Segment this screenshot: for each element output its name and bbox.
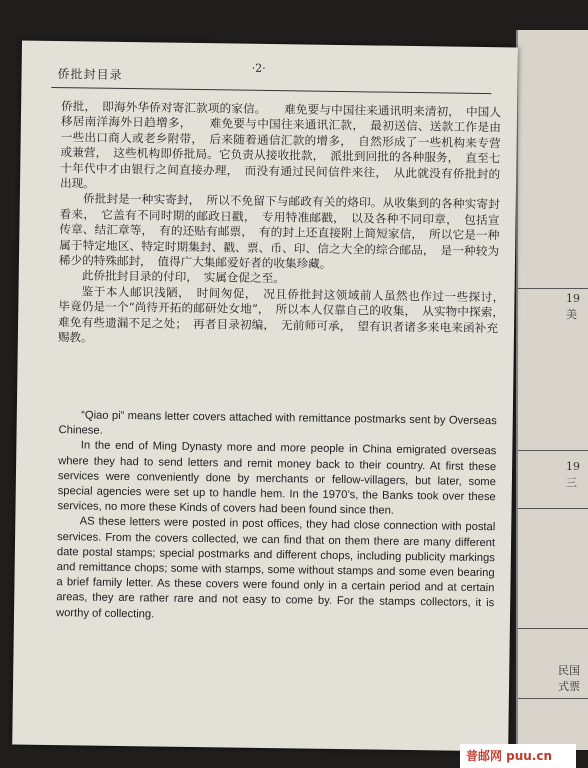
adjacent-page-fragment: 19	[566, 460, 580, 473]
chinese-paragraph: 此侨批封目录的付印， 实属仓促之至。	[81, 268, 285, 286]
adjacent-page-fragment: 19	[566, 292, 580, 305]
book-page	[12, 41, 518, 752]
english-text	[56, 408, 497, 627]
book-title: 侨批封目录	[57, 67, 123, 82]
adjacent-page	[516, 30, 588, 750]
chinese-paragraph: 鉴于本人邮识浅陋， 时间匆促， 况且侨批封这领域前人虽然也作过一些探讨， 毕竟仍是一个“尚待开拓的邮研处女地”， 所以本人仅靠自己的收集， 从实物中探索， 难免有些遗漏不足之处； 再者目录初编， 无前师可承， 望有识者诸多来电来函补充赐教。	[57, 284, 511, 345]
page-number: ·2·	[251, 61, 266, 75]
adjacent-page-fragment: 式票	[558, 680, 580, 693]
site-watermark: 普邮网 puu.cn	[460, 744, 576, 768]
english-paragraph: In the end of Ming Dynasty more and more people in China emigrated overseas where they had to send letters and remit money back to their country. At first these services were conveniently done by merchants or fellow-villagers, but later, some special agencies were set up to handle hem. In the 1970’s, the Banks took over these services, no more these Kinds of covers had been found since then.	[57, 439, 497, 517]
english-paragraph: AS these letters were posted in post offices, they had close connection with postal services. From the covers collected, we can find that on them there are many different date postal stamps; special postmarks and different chops, including publicity markings and remittance chops; some with stamps, some without stamps and some even bearing a brief family letter. As these covers were found only in a certain period and at certain areas, they are rather rare and not easy to come by. For the stamps collectors, it is worthy of collecting.	[55, 515, 496, 621]
chinese-paragraph: 侨批， 即海外华侨对寄汇款项的家信。 难免要与中国往来通讯明来清初， 中国人移居南洋海外日趋增多， 难免要与中国往来通讯汇款， 最初送信、送款工作是由一些出口商人或老乡附带， 后来随着通信汇款的增多， 自然形成了一些机构来专营或兼营， 这些机构即侨批局。它负责从接收批款， 派批到回批的各种服务， 直至七十年代中才由银行之间直接办理， 而没有通过民间信件来往， 从此就没有侨批封的出现。	[59, 99, 502, 191]
adjacent-page-fragment: 美	[566, 308, 577, 321]
chinese-text	[57, 99, 511, 352]
page-header	[51, 59, 491, 94]
chinese-paragraph: 侨批封是一种实寄封， 所以不免留下与邮政有关的烙印。从收集到的各种实寄封看来， 它盖有不同时期的邮政日戳， 专用特准邮戳， 以及各种不同印章， 包括宣传章、结汇章等， 有的还贴有邮票， 有的封上还直接附上简短家信， 所以它是一种属于特定地区、特定时期集封、戳、票、币、印、信之大全的综合邮品， 是一种较为稀少的特殊邮封， 值得广大集邮爱好者的收集珍藏。	[58, 191, 500, 271]
english-paragraph: “Qiao pi” means letter covers attached with remittance postmarks sent by Overseas Chinese.	[58, 409, 497, 437]
adjacent-page-fragment: 民国	[558, 664, 580, 677]
adjacent-page-fragment: 三	[566, 476, 577, 489]
